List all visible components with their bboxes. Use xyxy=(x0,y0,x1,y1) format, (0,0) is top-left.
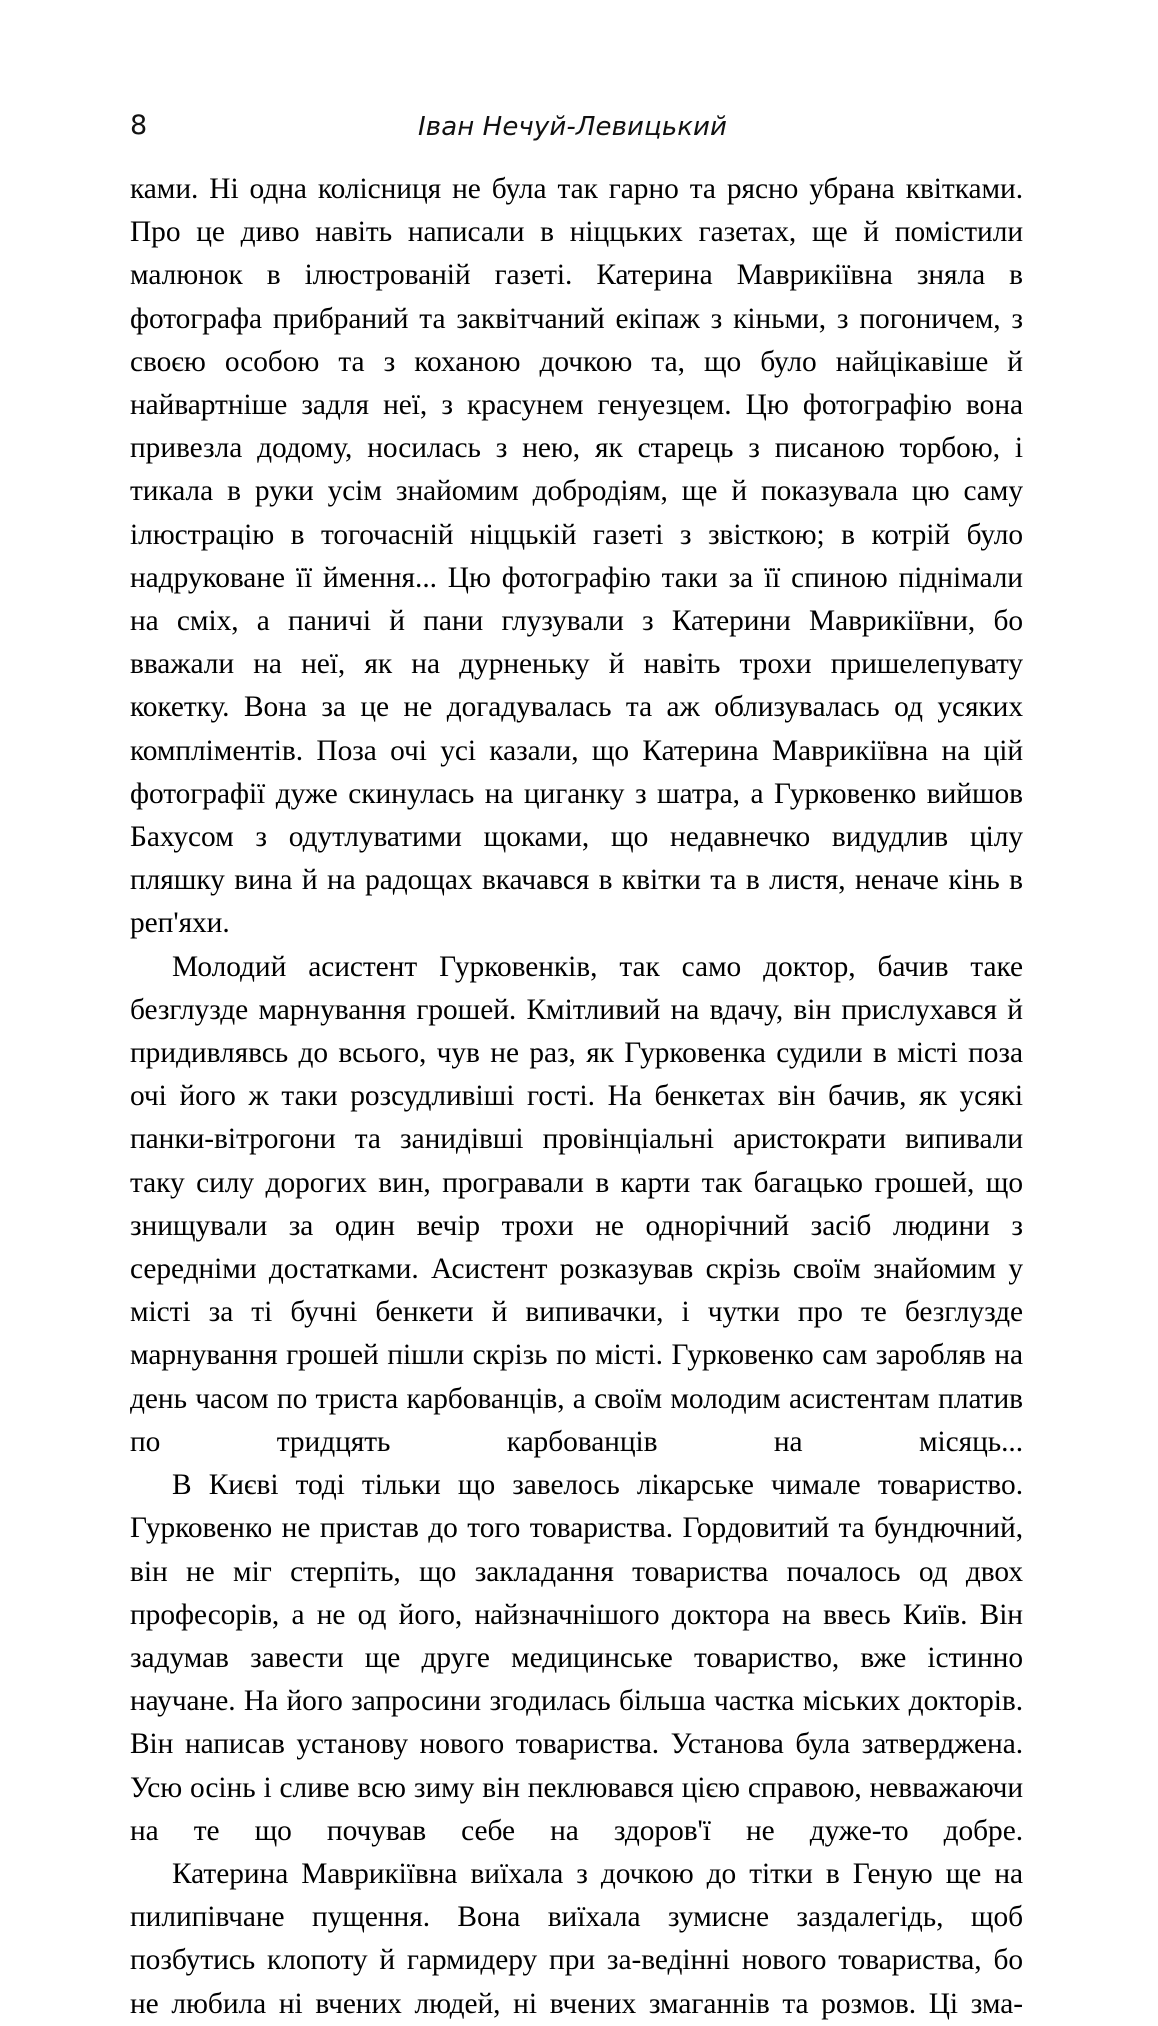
header-author-name: Іван Нечуй-Левицький xyxy=(418,112,728,142)
paragraph: Молодий асистент Гурковенків, так само доктор, бачив таке безглузде марнування грошей. Кмітливий на вдачу, він прислухався й придивлявсь до всього, чув не раз, як Гурковенка судили в місті поза очі його ж таки розсудливіші гості. На бенкетах він бачив, як усякі панки-вітрогони та занидівші провінціальні аристократи випивали таку силу дорогих вин, програвали в карти так багацько грошей, що знищували за один вечір трохи не однорічний засіб людини з середніми достатками. Асистент розказував скрізь своїм знайомим у місті за ті бучні бенкети й випивачки, і чутки про те безглузде марнування грошей пішли скрізь по місті. Гурковенко сам заробляв на день часом по триста карбованців, а своїм молодим асистентам платив по тридцять карбованців на місяць... xyxy=(130,950,1023,1458)
page-number: 8 xyxy=(130,110,148,141)
body-text-block xyxy=(130,168,1023,2026)
running-header xyxy=(130,108,1022,150)
paragraph: ками. Ні одна колісниця не була так гарно та рясно убрана квітками. Про це диво навіть написали в ніццьких газетах, ще й помістили малюнок в ілюстрованій газеті. Катерина Маврикіївна зняла в фотографа прибраний та заквітчаний екіпаж з кіньми, з погоничем, з своєю особою та з коханою дочкою та, що було найцікавіше й найвартніше задля неї, з красунем генуезцем. Цю фотографію вона привезла додому, носилась з нею, як старець з писаною торбою, і тикала в руки усім знайомим добродіям, ще й показувала цю саму ілюстрацію в тогочасній ніццькій газеті з звісткою; в котрій було надруковане її ймення... Цю фотографію таки за її спиною піднімали на сміх, а паничі й пани глузували з Катерини Маврикіївни, бо вважали на неї, як на дурненьку й навіть трохи пришелепувату кокетку. Вона за це не догадувалась та аж облизувалась од усяких компліментів. Поза очі усі казали, що Катерина Маврикіївна на цій фотографії дуже скинулась на циганку з шатра, а Гурковенко вийшов Бахусом з одутлуватими щоками, що недавнечко видудлив цілу пляшку вина й на радощах вкачався в квітки та в листя, неначе кінь в реп'яхи. xyxy=(130,173,1023,940)
paragraph: В Києві тоді тільки що завелось лікарське чимале товариство. Гурковенко не пристав до того товариства. Гордовитий та бундючний, він не міг стерпіть, що закладання товариства почалось од двох професорів, а не од його, найзначнішого доктора на ввесь Київ. Він задумав завести ще друге медицинське товариство, вже істинно научане. На його запросини згодилась більша частка міських докторів. Він написав установу нового товариства. Установа була затверджена. Усю осінь і сливе всю зиму він пеклювався цією справою, невважаючи на те що почував себе на здоров'ї не дуже-то добре. xyxy=(130,1469,1023,1847)
paragraph: Катерина Маврикіївна виїхала з дочкою до тітки в Геную ще на пилипівчане пущення. Вона виїхала зумисне заздалегідь, щоб позбутись клопоту й гармидеру при за-ведінні нового товариства, бо не любила ні вчених людей, ні вчених змаганнів та розмов. Ці зма- xyxy=(130,1857,1023,2020)
